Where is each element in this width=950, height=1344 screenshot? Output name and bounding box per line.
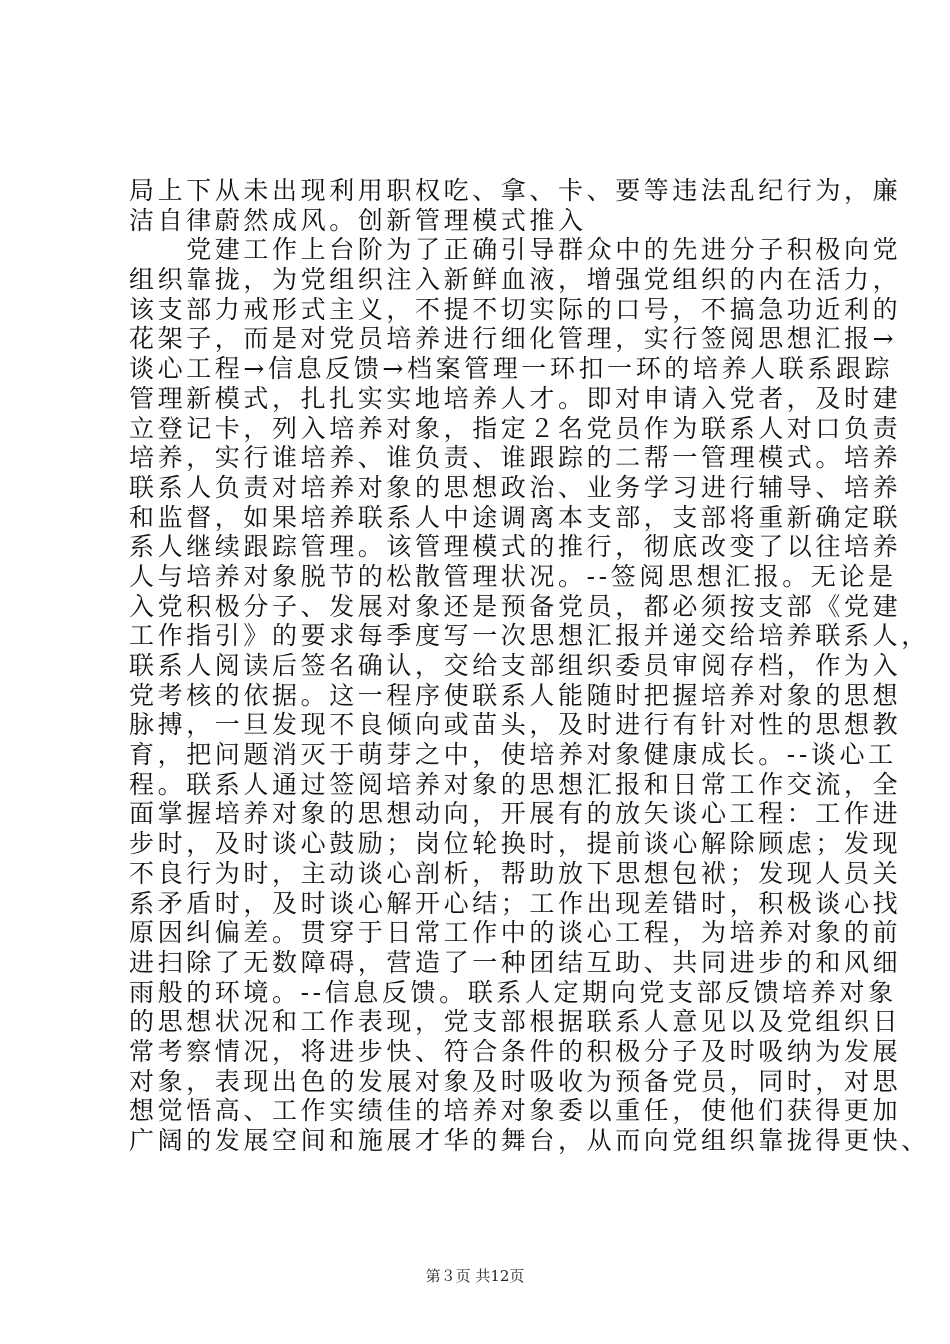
body-text [129, 176, 930, 1156]
text-line: 联系人阅读后签名确认，交给支部组织委员审阅存档，作为入 [129, 651, 902, 680]
text-line: 步时，及时谈心鼓励；岗位轮换时，提前谈心解除顾虑；发现 [129, 829, 902, 859]
text-line: 想觉悟高、工作实绩佳的培养对象委以重任，使他们获得更加 [129, 1096, 902, 1126]
text-line: 和监督，如果培养联系人中途调离本支部，支部将重新确定联 [129, 502, 902, 532]
text-line: 程。联系人通过签阅培养对象的思想汇报和日常工作交流，全 [129, 769, 902, 799]
text-line: 该支部力戒形式主义，不提不切实际的口号，不搞急功近利的 [129, 294, 902, 324]
text-line: 组织靠拢，为党组织注入新鲜血液，增强党组织的内在活力， [129, 265, 902, 295]
text-line: 花架子，而是对党员培养进行细化管理，实行签阅思想汇报→ [129, 324, 898, 354]
text-line: 洁自律蔚然成风。创新管理模式推入 [129, 205, 587, 235]
text-line: 局上下从未出现利用职权吃、拿、卡、要等违法乱纪行为，廉 [129, 176, 902, 205]
text-line: 面掌握培养对象的思想动向，开展有的放矢谈心工程：工作进 [129, 799, 902, 829]
text-line: 党考核的依据。这一程序使联系人能随时把握培养对象的思想 [129, 680, 902, 710]
text-line: 联系人负责对培养对象的思想政治、业务学习进行辅导、培养 [129, 472, 902, 502]
text-line: 系人继续跟踪管理。该管理模式的推行，彻底改变了以往培养 [129, 532, 902, 562]
text-line: 系矛盾时，及时谈心解开心结；工作出现差错时，积极谈心找 [129, 888, 902, 918]
text-line: 常考察情况，将进步快、符合条件的积极分子及时吸纳为发展 [129, 1036, 902, 1066]
text-line: 工作指引》的要求每季度写一次思想汇报并递交给培养联系人， [129, 621, 930, 651]
text-line: 立登记卡，列入培养对象，指定２名党员作为联系人对口负责 [129, 413, 902, 443]
text-line: 人与培养对象脱节的松散管理状况。--签阅思想汇报。无论是 [129, 561, 897, 591]
text-line: 管理新模式，扎扎实实地培养人才。即对申请入党者，及时建 [129, 383, 902, 413]
text-line: 雨般的环境。--信息反馈。联系人定期向党支部反馈培养对象 [129, 977, 897, 1007]
text-line: 党建工作上台阶为了正确引导群众中的先进分子积极向党 [129, 235, 902, 265]
text-line: 培养，实行谁培养、谁负责、谁跟踪的二帮一管理模式。培养 [129, 443, 902, 473]
text-line: 进扫除了无数障碍，营造了一种团结互助、共同进步的和风细 [129, 947, 902, 977]
text-line: 谈心工程→信息反馈→档案管理一环扣一环的培养人联系跟踪 [129, 354, 894, 384]
text-line: 脉搏，一旦发现不良倾向或苗头，及时进行有针对性的思想教 [129, 710, 902, 740]
text-line: 育，把问题消灭于萌芽之中，使培养对象健康成长。--谈心工 [129, 740, 897, 770]
page-number-footer: 第３页 共12页 [425, 1267, 525, 1285]
text-line: 不良行为时，主动谈心剖析，帮助放下思想包袱；发现人员关 [129, 858, 902, 888]
text-line: 对象，表现出色的发展对象及时吸收为预备党员，同时，对思 [129, 1066, 902, 1096]
text-line: 的思想状况和工作表现，党支部根据联系人意见以及党组织日 [129, 1007, 902, 1037]
text-line: 原因纠偏差。贯穿于日常工作中的谈心工程，为培养对象的前 [129, 918, 902, 948]
text-line: 入党积极分子、发展对象还是预备党员，都必须按支部《党建 [129, 591, 902, 621]
text-line: 广阔的发展空间和施展才华的舞台，从而向党组织靠拢得更快、 [129, 1126, 930, 1155]
